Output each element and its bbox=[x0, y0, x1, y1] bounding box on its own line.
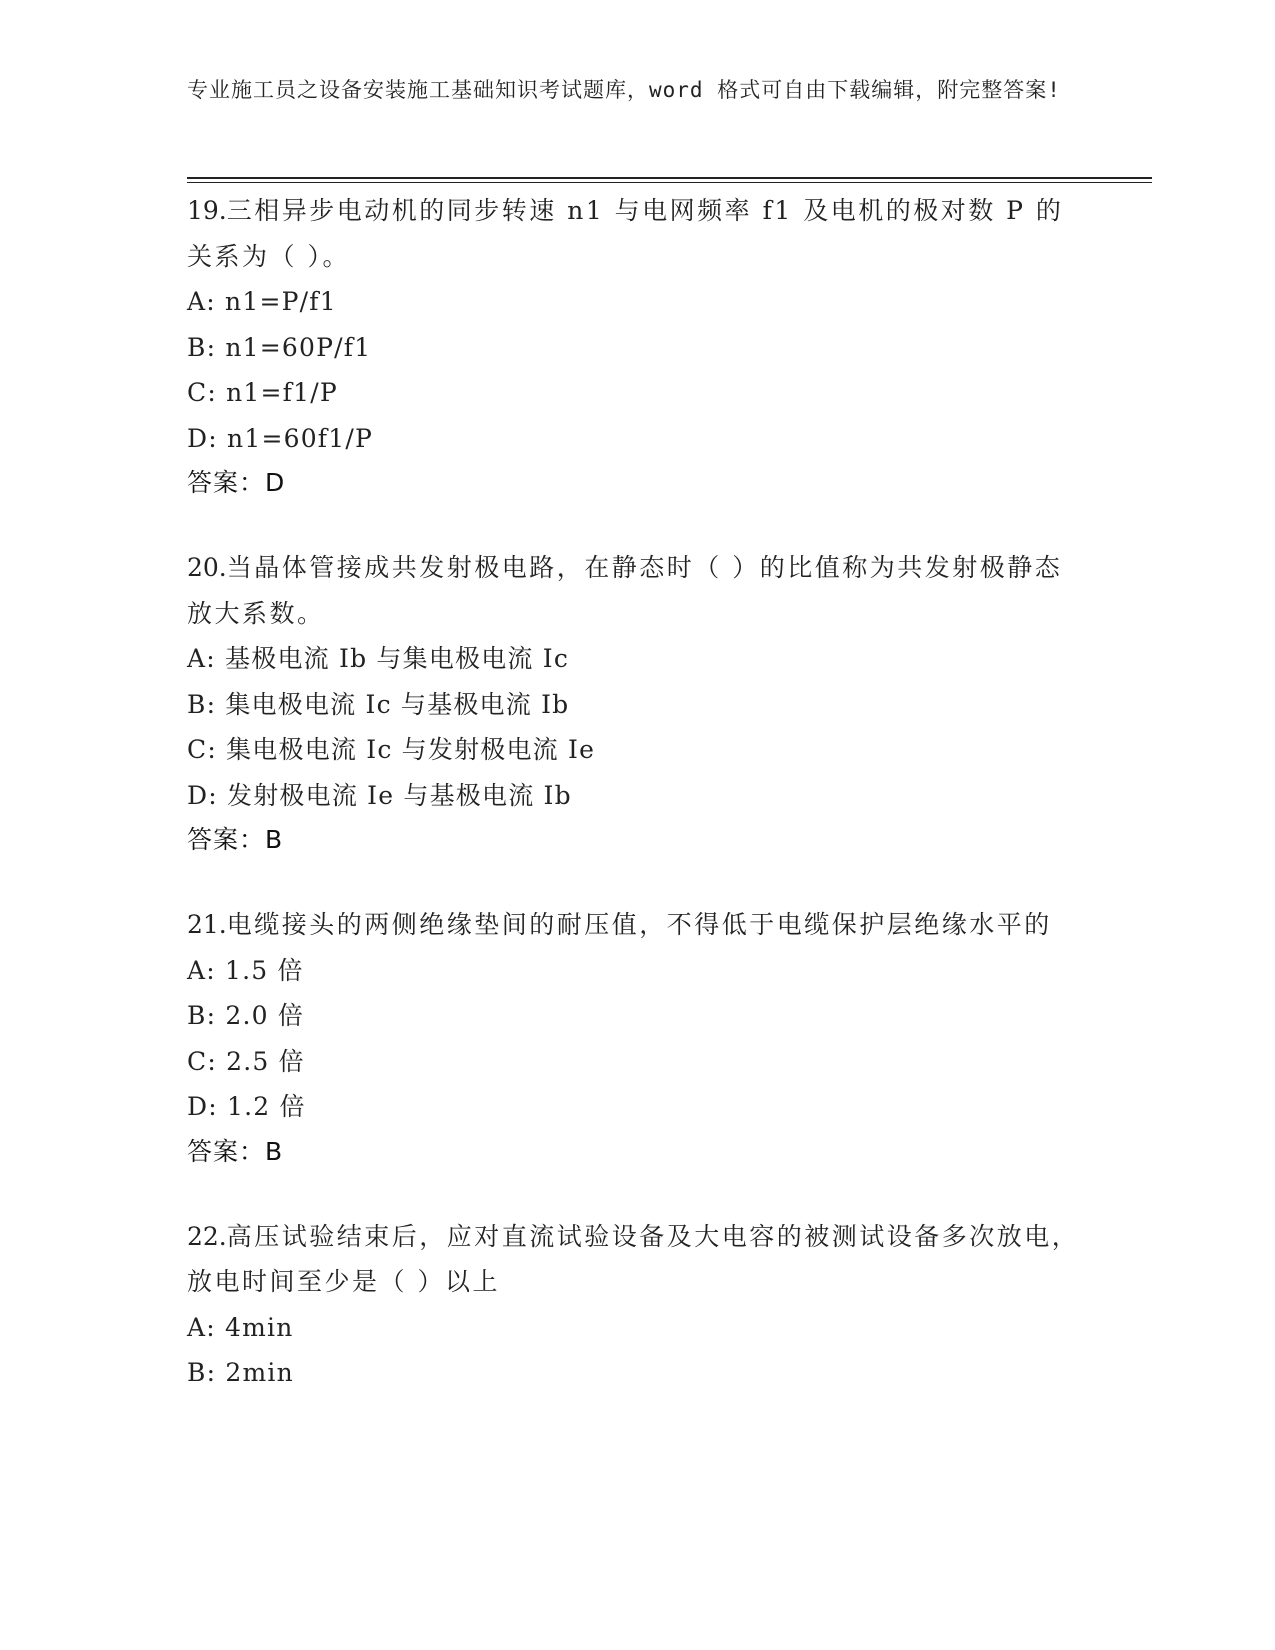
question-stem: 电缆接头的两侧绝缘垫间的耐压值，不得低于电缆保护层绝缘水平的 bbox=[226, 910, 1052, 939]
option-letter: C: bbox=[187, 735, 217, 764]
question-text bbox=[187, 545, 1087, 636]
option-a bbox=[187, 279, 1087, 325]
option-d bbox=[187, 416, 1087, 462]
option-text: n1=f1/P bbox=[226, 378, 338, 407]
option-letter: A: bbox=[187, 287, 216, 316]
header-divider-thin bbox=[187, 182, 1152, 183]
question-stem: 当晶体管接成共发射极电路，在静态时（ ）的比值称为共发射极静态放大系数。 bbox=[187, 553, 1063, 628]
answer: 答案：D bbox=[187, 468, 286, 497]
option-letter: B: bbox=[187, 1001, 217, 1030]
option-b bbox=[187, 1350, 1087, 1396]
question-19 bbox=[187, 188, 1087, 504]
question-number: 20. bbox=[187, 553, 227, 582]
option-b bbox=[187, 682, 1087, 728]
option-a bbox=[187, 636, 1087, 682]
option-b bbox=[187, 325, 1087, 371]
option-a bbox=[187, 948, 1087, 994]
question-list bbox=[187, 188, 1087, 1437]
option-text: 1.2 倍 bbox=[227, 1092, 306, 1121]
option-c bbox=[187, 370, 1087, 416]
option-letter: A: bbox=[187, 1312, 216, 1342]
option-letter: C: bbox=[187, 1046, 217, 1076]
question-text bbox=[187, 902, 1087, 948]
option-d bbox=[187, 773, 1087, 819]
option-c bbox=[187, 727, 1087, 773]
option-letter: D: bbox=[187, 423, 218, 453]
option-d bbox=[187, 1084, 1087, 1130]
option-c bbox=[187, 1039, 1087, 1085]
option-letter: B: bbox=[187, 689, 217, 719]
option-letter: C: bbox=[187, 378, 217, 407]
option-text: n1=60f1/P bbox=[227, 423, 373, 453]
question-20 bbox=[187, 545, 1087, 861]
document-header: 专业施工员之设备安装施工基础知识考试题库，word 格式可自由下载编辑，附完整答案! bbox=[187, 78, 1061, 102]
question-number: 19. bbox=[187, 196, 227, 225]
option-letter: A: bbox=[187, 644, 216, 673]
option-text: n1=P/f1 bbox=[225, 287, 337, 316]
option-text: n1=60P/f1 bbox=[225, 332, 372, 362]
option-text: 4min bbox=[225, 1312, 294, 1342]
option-text: 1.5 倍 bbox=[225, 955, 304, 985]
question-22 bbox=[187, 1214, 1087, 1396]
option-letter: D: bbox=[187, 780, 218, 810]
option-text: 2min bbox=[225, 1358, 294, 1387]
question-stem: 三相异步电动机的同步转速 n1 与电网频率 f1 及电机的极对数 P 的关系为（ ）。 bbox=[187, 196, 1064, 271]
option-letter: B: bbox=[187, 1358, 217, 1387]
question-number: 22. bbox=[187, 1221, 227, 1251]
option-text: 集电极电流 Ic 与发射极电流 Ie bbox=[226, 735, 596, 764]
option-letter: A: bbox=[187, 955, 216, 985]
option-text: 集电极电流 Ic 与基极电流 Ib bbox=[225, 689, 570, 719]
option-text: 基极电流 Ib 与集电极电流 Ic bbox=[225, 644, 570, 673]
option-a bbox=[187, 1305, 1087, 1351]
option-b bbox=[187, 993, 1087, 1039]
option-letter: D: bbox=[187, 1092, 218, 1121]
option-letter: B: bbox=[187, 332, 217, 362]
question-text bbox=[187, 188, 1087, 279]
option-text: 发射极电流 Ie 与基极电流 Ib bbox=[227, 780, 572, 810]
question-text bbox=[187, 1214, 1087, 1305]
answer: 答案：B bbox=[187, 1136, 284, 1166]
answer: 答案：B bbox=[187, 825, 284, 854]
header-divider-thick bbox=[187, 177, 1152, 179]
question-21 bbox=[187, 902, 1087, 1173]
question-stem: 高压试验结束后，应对直流试验设备及大电容的被测试设备多次放电，放电时间至少是（ ）以上 bbox=[187, 1221, 1080, 1296]
option-text: 2.5 倍 bbox=[226, 1046, 305, 1076]
question-number: 21. bbox=[187, 910, 227, 939]
option-text: 2.0 倍 bbox=[225, 1001, 305, 1030]
